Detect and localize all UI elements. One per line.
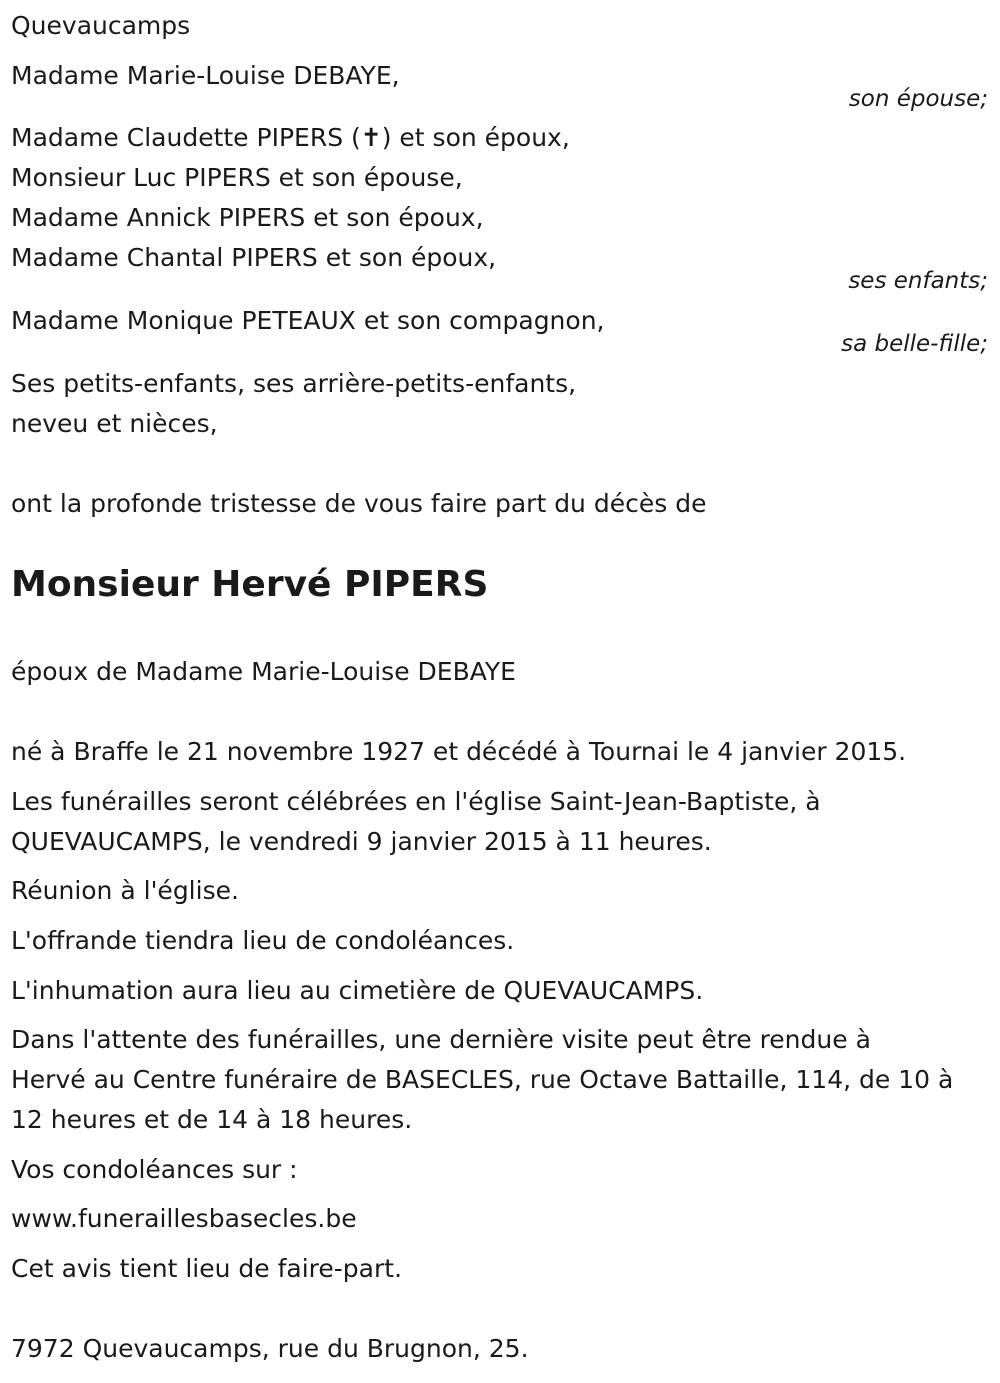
child-line: Madame Chantal PIPERS et son époux, (11, 243, 497, 272)
offering-line: L'offrande tiendra lieu de condoléances. (11, 926, 515, 955)
spouse-name: Madame Marie-Louise DEBAYE, (11, 61, 400, 90)
child-line: Madame Annick PIPERS et son époux, (11, 203, 484, 232)
burial-line: L'inhumation aura lieu au cimetière de QUEVAUCAMPS. (11, 976, 704, 1005)
others-line: Ses petits-enfants, ses arrière-petits-enfants, (11, 369, 577, 398)
visit-line: Hervé au Centre funéraire de BASECLES, rue Octave Battaille, 114, de 10 à (11, 1065, 954, 1094)
notice-line: Cet avis tient lieu de faire-part. (11, 1254, 403, 1283)
spouse-relation: son épouse; (848, 86, 988, 112)
visit-line: 12 heures et de 14 à 18 heures. (11, 1105, 413, 1134)
deceased-spouse-line: époux de Madame Marie-Louise DEBAYE (11, 657, 516, 686)
birth-death-line: né à Braffe le 21 novembre 1927 et décédé à Tournai le 4 janvier 2015. (11, 737, 907, 766)
daughter-in-law-name: Madame Monique PETEAUX et son compagnon, (11, 306, 605, 335)
child-line: Madame Claudette PIPERS (✝) et son époux, (11, 123, 570, 152)
funeral-line: Les funérailles seront célébrées en l'église Saint-Jean-Baptiste, à (11, 787, 821, 816)
funeral-line: QUEVAUCAMPS, le vendredi 9 janvier 2015 à 11 heures. (11, 827, 712, 856)
others-line: neveu et nièces, (11, 409, 218, 438)
address-line: 7972 Quevaucamps, rue du Brugnon, 25. (11, 1334, 529, 1363)
condolences-label: Vos condoléances sur : (11, 1155, 298, 1184)
deceased-name: Monsieur Hervé PIPERS (11, 564, 489, 605)
visit-line: Dans l'attente des funérailles, une dernière visite peut être rendue à (11, 1025, 871, 1054)
condolences-website-link[interactable]: www.funeraillesbasecles.be (11, 1204, 357, 1233)
announcement-text: ont la profonde tristesse de vous faire part du décès de (11, 489, 707, 518)
meeting-line: Réunion à l'église. (11, 876, 239, 905)
daughter-in-law-relation: sa belle-fille; (841, 331, 988, 357)
child-line: Monsieur Luc PIPERS et son épouse, (11, 163, 463, 192)
children-relation: ses enfants; (848, 268, 988, 294)
place-name: Quevaucamps (11, 11, 191, 40)
